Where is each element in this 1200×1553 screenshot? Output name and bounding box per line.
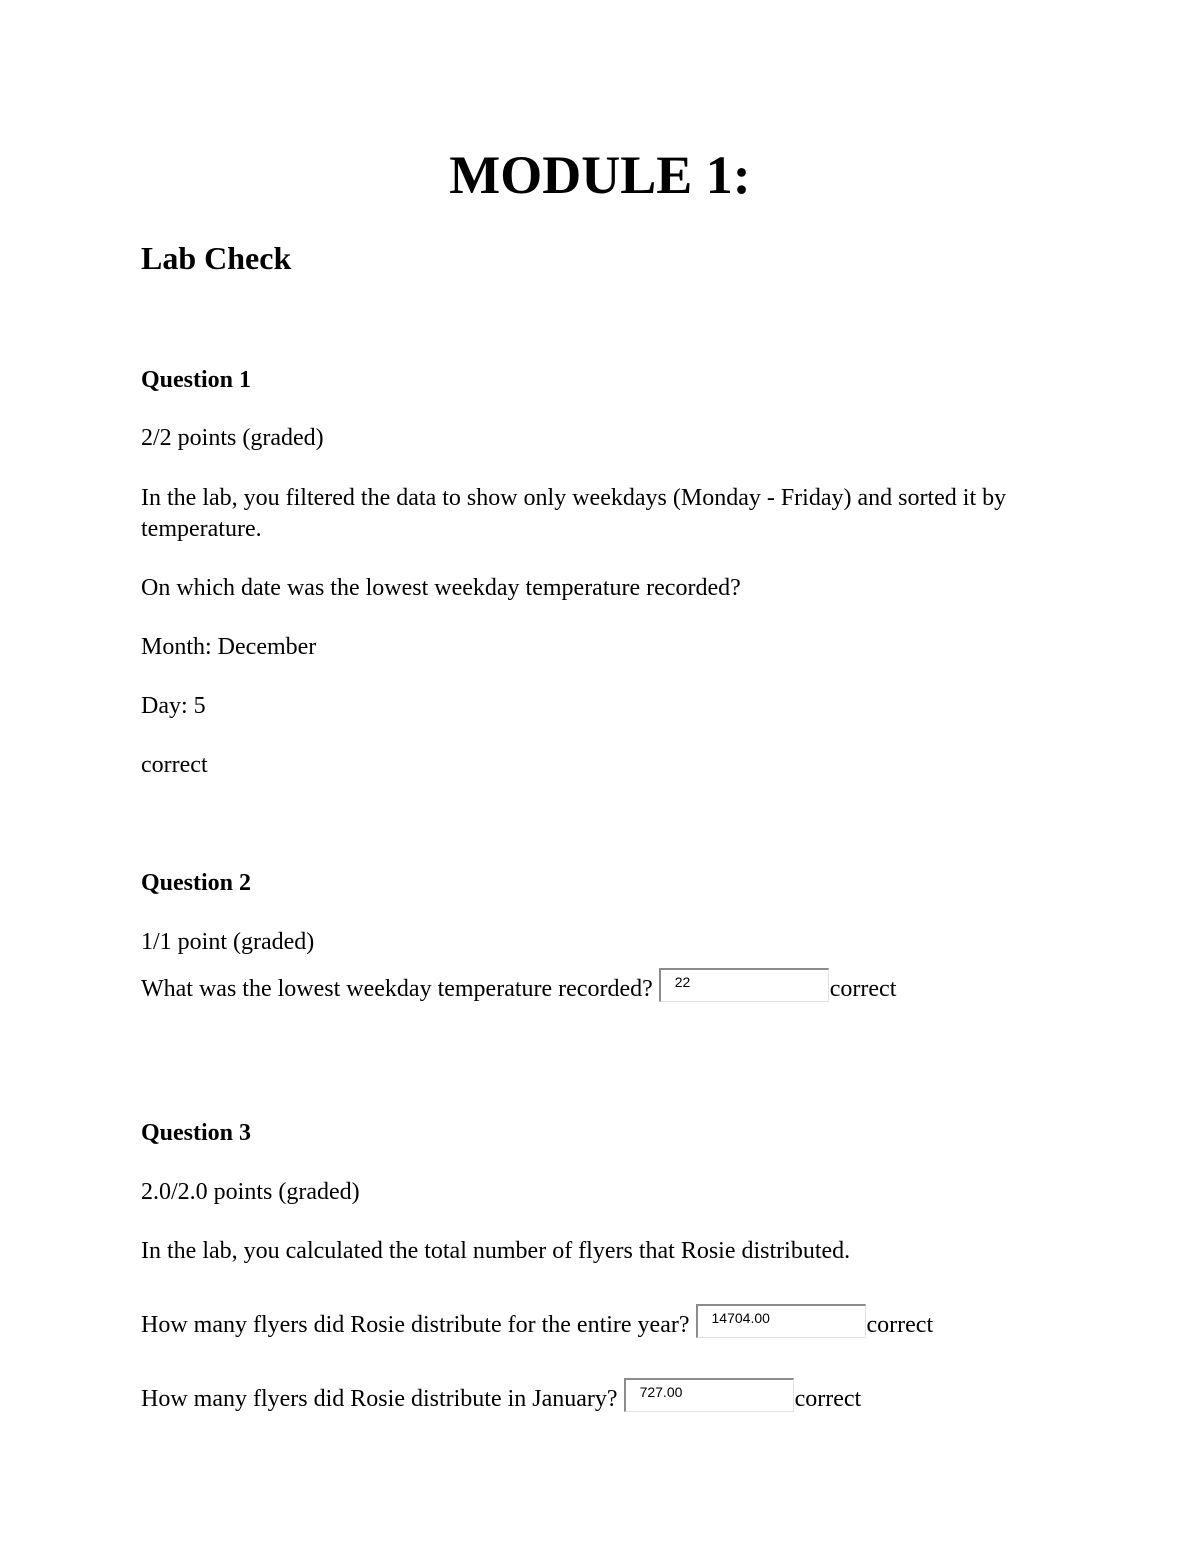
question-2-heading: Question 2 [141, 870, 252, 896]
question-2-answer-value: 22 [674, 974, 691, 990]
question-1-heading: Question 1 [141, 367, 252, 393]
question-3-intro: In the lab, you calculated the total number of flyers that Rosie distributed. [141, 1238, 851, 1264]
question-1-result: correct [141, 752, 208, 778]
question-1-month: Month: December [141, 634, 317, 660]
question-1-prompt: On which date was the lowest weekday temperature recorded? [141, 575, 741, 601]
question-3-part-1-result: correct [866, 1312, 934, 1338]
question-3-part-2-answer-field[interactable] [624, 1378, 794, 1412]
question-3-part-1-answer-value: 14704.00 [711, 1310, 770, 1326]
question-2-prompt: What was the lowest weekday temperature recorded? [141, 976, 653, 1002]
question-3-points: 2.0/2.0 points (graded) [141, 1179, 360, 1205]
question-3-part-1-answer-field[interactable] [696, 1304, 866, 1338]
question-2-row [141, 968, 896, 1005]
question-3-part-2-answer-value: 727.00 [639, 1384, 683, 1400]
page-title: MODULE 1: [449, 145, 751, 205]
question-3-part-2-result: correct [794, 1386, 862, 1412]
question-3-part-1-prompt: How many flyers did Rosie distribute for the entire year? [141, 1312, 690, 1338]
question-2-answer-field[interactable] [659, 968, 829, 1002]
page-subtitle: Lab Check [141, 240, 292, 276]
question-1-points: 2/2 points (graded) [141, 425, 324, 451]
question-3-heading: Question 3 [141, 1120, 252, 1146]
question-2-result: correct [829, 976, 897, 1002]
question-1-day: Day: 5 [141, 693, 206, 719]
question-1-intro: In the lab, you filtered the data to show only weekdays (Monday - Friday) and sorted it by temperature. [141, 485, 1007, 542]
question-3-part-2-prompt: How many flyers did Rosie distribute in January? [141, 1386, 618, 1412]
question-3-part-2-row [141, 1378, 861, 1415]
question-3-part-1-row [141, 1304, 933, 1341]
question-2-points: 1/1 point (graded) [141, 929, 315, 955]
